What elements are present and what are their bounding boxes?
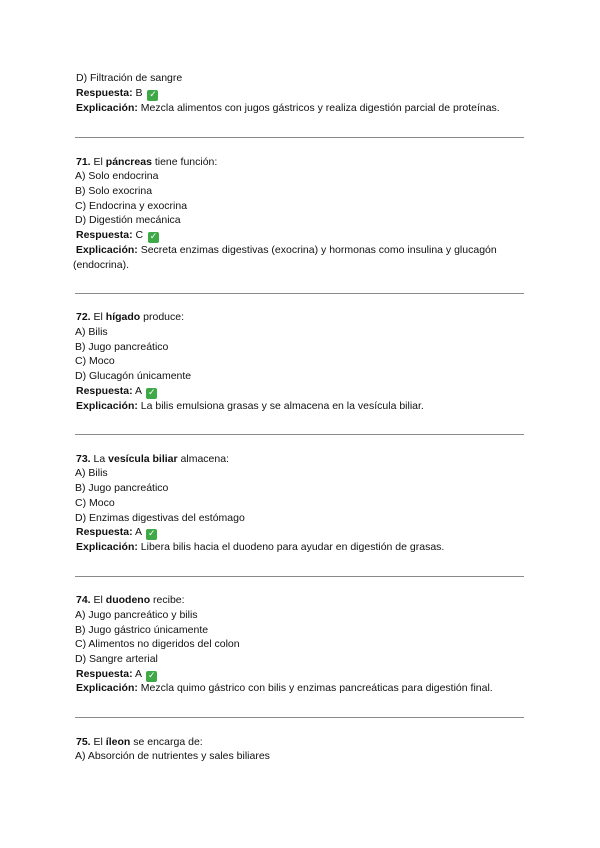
option-b: B) Jugo gástrico únicamente (75, 624, 209, 636)
explanation-text: Libera bilis hacia el duodeno para ayudar en digestión de grasas. (140, 541, 445, 553)
answer-line (76, 228, 159, 243)
check-mark-icon: ✓ (148, 388, 156, 398)
answer-label: Respuesta: (76, 385, 133, 397)
stem-text: produce: (143, 311, 185, 323)
explanation-label: Explicación: (76, 541, 138, 553)
stem-text: almacena: (180, 453, 229, 465)
option-a: A) Solo endocrina (75, 170, 159, 182)
explanation-block (73, 243, 533, 273)
divider (75, 137, 524, 138)
option-c: C) Endocrina y exocrina (75, 200, 188, 212)
answer-line (76, 525, 157, 540)
option-c: C) Moco (75, 355, 115, 367)
explanation-label: Explicación: (76, 682, 138, 694)
option-b: B) Jugo pancreático (75, 482, 169, 494)
explanation-line (76, 399, 424, 413)
question-71-stem (76, 155, 217, 169)
option-d: D) Filtración de sangre (76, 72, 183, 84)
answer-value: C (135, 229, 144, 241)
answer-label: Respuesta: (76, 229, 133, 241)
explanation-text: La bilis emulsiona grasas y se almacena en la vesícula biliar. (140, 400, 424, 412)
answer-line (76, 86, 158, 101)
explanation-text: Mezcla quimo gástrico con bilis y enzimas pancreáticas para digestión final. (140, 682, 493, 694)
stem-keyword: hígado (105, 311, 141, 323)
option-b: B) Solo exocrina (75, 185, 153, 197)
option-d: D) Enzimas digestivas del estómago (75, 512, 245, 524)
stem-keyword: vesícula biliar (108, 453, 178, 465)
stem-text: se encarga de: (133, 736, 203, 748)
explanation-text: Mezcla alimentos con jugos gástricos y realiza digestión parcial de proteínas. (140, 102, 500, 114)
option-d: D) Sangre arterial (75, 653, 158, 665)
divider (75, 293, 524, 294)
stem-text: tiene función: (154, 156, 218, 168)
answer-value: A (134, 526, 142, 538)
answer-value: B (135, 87, 143, 99)
explanation-label: Explicación: (76, 102, 138, 114)
check-mark-icon: ✓ (148, 529, 156, 539)
check-mark-icon: ✓ (149, 232, 158, 242)
explanation-line (76, 101, 500, 115)
answer-label: Respuesta: (76, 668, 133, 680)
stem-text: El (93, 736, 103, 748)
answer-label: Respuesta: (76, 87, 133, 99)
divider (75, 434, 524, 435)
option-a: A) Absorción de nutrientes y sales biliares (75, 750, 270, 762)
check-mark-icon: ✓ (149, 90, 157, 100)
divider (75, 717, 524, 718)
answer-line (76, 384, 157, 399)
answer-line (76, 667, 157, 682)
question-72-stem (76, 310, 184, 324)
stem-text: El (93, 311, 103, 323)
answer-value: A (134, 385, 142, 397)
stem-keyword: páncreas (105, 156, 152, 168)
check-mark-icon: ✓ (148, 671, 156, 681)
question-74-stem (76, 593, 185, 607)
question-number: 72. (76, 311, 91, 323)
option-a: A) Jugo pancreático y bilis (75, 609, 198, 621)
explanation-text: Secreta enzimas digestivas (exocrina) y hormonas como insulina y glucagón (endocrina). (73, 244, 497, 271)
option-c: C) Alimentos no digeridos del colon (75, 638, 240, 650)
question-number: 71. (76, 156, 91, 168)
option-c: C) Moco (75, 497, 115, 509)
question-75-stem (76, 735, 203, 749)
answer-value: A (134, 668, 142, 680)
question-number: 74. (76, 594, 91, 606)
stem-text: La (93, 453, 106, 465)
option-a: A) Bilis (75, 467, 108, 479)
question-number: 75. (76, 736, 91, 748)
explanation-line (76, 681, 493, 695)
stem-keyword: íleon (105, 736, 131, 748)
option-d: D) Glucagón únicamente (75, 370, 192, 382)
divider (75, 576, 524, 577)
answer-label: Respuesta: (76, 526, 133, 538)
explanation-line (76, 540, 444, 554)
question-number: 73. (76, 453, 91, 465)
stem-keyword: duodeno (105, 594, 151, 606)
option-d: D) Digestión mecánica (75, 214, 181, 226)
question-73-stem (76, 452, 229, 466)
stem-text: El (93, 594, 103, 606)
stem-text: El (93, 156, 103, 168)
option-a: A) Bilis (75, 326, 108, 338)
stem-text: recibe: (153, 594, 185, 606)
explanation-label: Explicación: (76, 400, 138, 412)
option-b: B) Jugo pancreático (75, 341, 169, 353)
explanation-label: Explicación: (75, 244, 138, 256)
